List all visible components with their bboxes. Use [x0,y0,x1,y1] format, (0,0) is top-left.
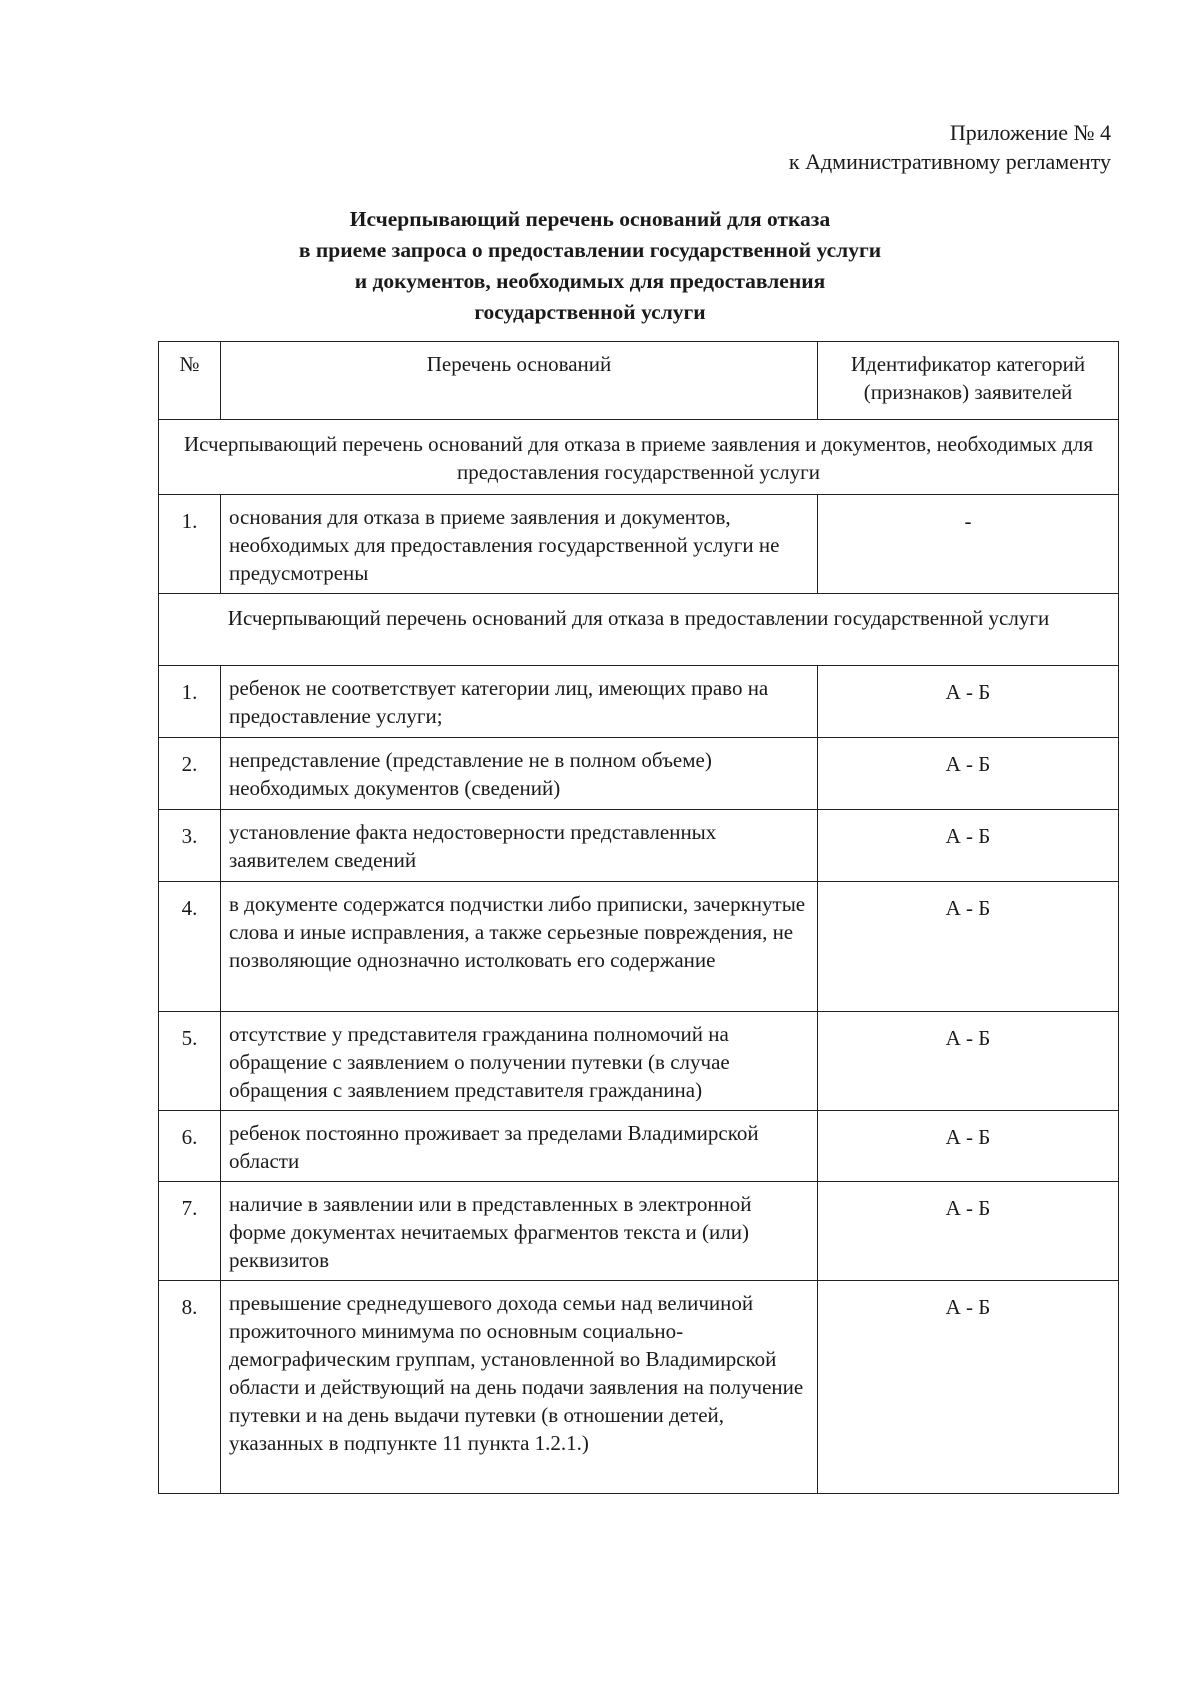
row-text: в документе содержатся подчистки либо приписки, зачеркнутые слова и иные исправления, а также серьезные повреждения, не позволяющие однозначно истолковать его содержание [221,882,818,1012]
table-row [159,810,1119,882]
row-category: - [818,495,1119,594]
table-row [159,1182,1119,1281]
row-category: А - Б [818,738,1119,810]
row-text: установление факта недостоверности представленных заявителем сведений [221,810,818,882]
row-category: А - Б [818,1281,1119,1494]
header-num: № [159,342,221,420]
table-row [159,495,1119,594]
table-row [159,1111,1119,1182]
title-line-4: государственной услуги [474,300,706,324]
row-text: превышение среднедушевого дохода семьи над величиной прожиточного минимума по основным социально-демографическим группам, установленной во Владимирской области и действующий на день подачи заявления на получение путевки и на день выдачи путевки (в отношении детей, указанных в подпункте 11 пункта 1.2.1.) [221,1281,818,1494]
table-row [159,1012,1119,1111]
row-num: 7. [159,1182,221,1281]
row-text: непредставление (представление не в полном объеме) необходимых документов (сведений) [221,738,818,810]
appendix-reference: к Административному регламенту [788,149,1111,174]
row-category: А - Б [818,1111,1119,1182]
row-text: основания для отказа в приеме заявления и документов, необходимых для предоставления государственной услуги не предусмотрены [221,495,818,594]
reasons-table [158,341,1119,1494]
row-text: наличие в заявлении или в представленных в электронной форме документах нечитаемых фрагментов текста и (или) реквизитов [221,1182,818,1281]
row-text: ребенок постоянно проживает за пределами Владимирской области [221,1111,818,1182]
row-num: 1. [159,666,221,738]
section-row [159,594,1119,666]
row-category: А - Б [818,810,1119,882]
row-text: ребенок не соответствует категории лиц, имеющих право на предоставление услуги; [221,666,818,738]
row-num: 1. [159,495,221,594]
table-row [159,666,1119,738]
section-row [159,420,1119,495]
row-num: 4. [159,882,221,1012]
table-row [159,882,1119,1012]
row-num: 3. [159,810,221,882]
section-2-title: Исчерпывающий перечень оснований для отказа в предоставлении государственной услуги [159,594,1119,666]
header-category: Идентификатор категорий (признаков) заявителей [818,342,1119,420]
title-line-3: и документов, необходимых для предоставления [354,269,826,293]
row-num: 5. [159,1012,221,1111]
row-num: 6. [159,1111,221,1182]
title-line-2: в приеме запроса о предоставлении государственной услуги [298,238,882,262]
document-title [150,204,1030,328]
table-row [159,1281,1119,1494]
header-reasons: Перечень оснований [221,342,818,420]
row-num: 8. [159,1281,221,1494]
row-category: А - Б [818,1012,1119,1111]
table-header-row [159,342,1119,420]
row-num: 2. [159,738,221,810]
row-category: А - Б [818,666,1119,738]
table-row [159,738,1119,810]
row-category: А - Б [818,882,1119,1012]
row-category: А - Б [818,1182,1119,1281]
appendix-header [789,118,1111,176]
row-text: отсутствие у представителя гражданина полномочий на обращение с заявлением о получении путевки (в случае обращения с заявлением представителя гражданина) [221,1012,818,1111]
section-1-title: Исчерпывающий перечень оснований для отказа в приеме заявления и документов, необходимых для предоставления государственной услуги [159,420,1119,495]
title-line-1: Исчерпывающий перечень оснований для отказа [349,207,831,231]
appendix-number: Приложение № 4 [949,120,1111,145]
